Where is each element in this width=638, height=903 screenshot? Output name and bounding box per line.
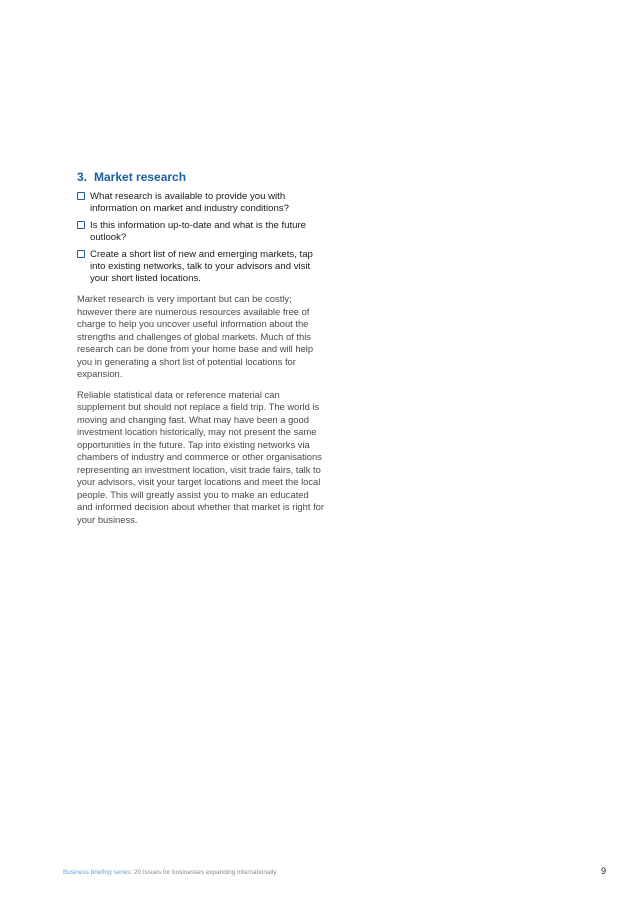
checkbox[interactable]	[77, 192, 85, 200]
main-content	[77, 170, 325, 526]
section-title: Market research	[94, 170, 187, 184]
body-paragraph: Reliable statistical data or reference material can supplement but should not replace a field trip. The world is moving and changing fast. What may have been a good investment location historically, may not present the same opportunities in the future. Tap into existing networks via chambers of industry and commerce or other organisations representing an investment location, visit trade fairs, talk to your advisors, visit your target locations and meet the local people. This will greatly assist you to make an educated and informed decision about whether that market is right for your business.	[77, 388, 325, 525]
checkbox[interactable]	[77, 250, 85, 258]
footer-title: 20 issues for businesses expanding internationally	[134, 869, 277, 876]
section-number: 3.	[77, 170, 88, 184]
checkbox[interactable]	[77, 221, 85, 229]
checklist-item-text: Create a short list of new and emerging markets, tap into existing networks, talk to your advisors and visit your short listed locations.	[90, 249, 313, 284]
footer-series: Business briefing series:	[63, 869, 133, 876]
checklist-item	[77, 191, 325, 215]
checklist	[77, 191, 325, 285]
page-number: 9	[600, 866, 606, 876]
checklist-item-text: Is this information up-to-date and what is the future outlook?	[90, 220, 306, 243]
checklist-item	[77, 220, 325, 244]
page-footer	[63, 869, 277, 877]
checklist-item-text: What research is available to provide you with information on market and industry conditions?	[90, 191, 289, 214]
checklist-item	[77, 249, 325, 285]
section-heading	[77, 170, 325, 185]
body-paragraph: Market research is very important but can be costly; however there are numerous resources available free of charge to help you uncover useful information about the strengths and challenges of global markets. Much of this research can be done from your home base and will help you in generating a short list of potential locations for expansion.	[77, 293, 314, 379]
